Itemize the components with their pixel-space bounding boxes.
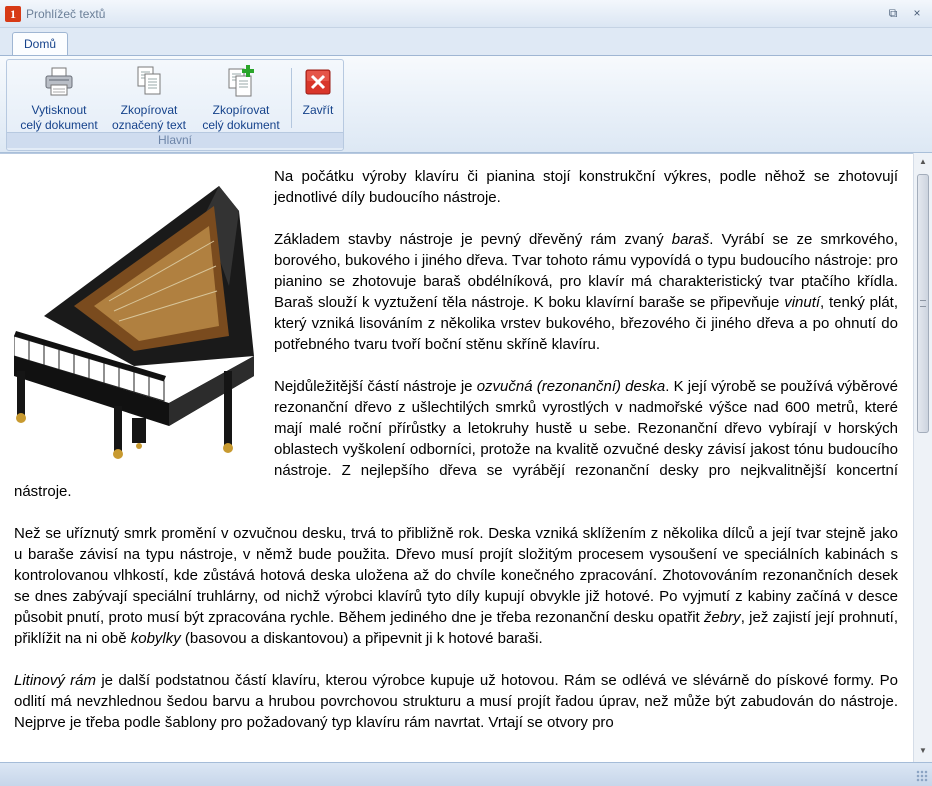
paragraph-5: Litinový rám je další podstatnou částí klavíru, kterou výrobce kupuje už hotovou. Rám se odlévá ve slévárně do pískové formy. Po odlití má nevzhlednou šedou barvu a hrubou povrchovou strukturu a musí projít řadou úprav, než může být zabudován do nástroje. Nejprve je třeba podle šablony pro požadovaný typ klavíru rám navrtat. Vrtají se otvory pro <box>14 672 898 731</box>
grand-piano-image <box>14 166 264 470</box>
scroll-up-icon[interactable]: ▲ <box>919 157 927 166</box>
close-window-button[interactable]: × <box>913 6 921 20</box>
copy-document-line2: celý dokument <box>202 118 280 132</box>
printer-icon <box>43 64 75 98</box>
tab-home[interactable]: Domů <box>12 32 68 56</box>
status-bar <box>0 762 932 786</box>
ribbon-group-main <box>6 59 344 151</box>
paragraph-3: Nejdůležitější částí nástroje je ozvučná (rezonanční) deska. K její výrobě se používá výběrové rezonanční dřevo z ušlechtilých smrků vyrostlých v nadmořské výšce nad 600 metrů, které mají malé roční přírůstky a letokruhy hustě u sebe. Rezonanční dřevo vybírají v horských oblastech vyškolení odborníci, protože na kvalitě ozvučné desky závisí jakost tónu budoucího nástroje. Z nejlepšího dřeva se vyrábějí rezonanční desky pro nejkvalitnější koncertní nástroje. <box>14 378 898 500</box>
resize-grip-icon[interactable] <box>916 770 928 782</box>
print-document-button[interactable] <box>15 64 103 133</box>
ribbon-separator <box>291 68 292 128</box>
scroll-down-icon[interactable]: ▼ <box>919 746 927 755</box>
print-line2: celý dokument <box>20 118 98 132</box>
title-bar <box>0 0 932 28</box>
close-icon <box>302 64 334 98</box>
app-logo-icon: 1 <box>5 6 21 22</box>
copy-icon <box>133 64 165 98</box>
window-title: Prohlížeč textů <box>26 7 106 21</box>
copy-selection-line2: označený text <box>111 118 187 132</box>
print-line1: Vytisknout <box>31 103 87 117</box>
group-label: Hlavní <box>7 132 343 148</box>
copy-add-icon <box>225 64 257 98</box>
ribbon-tab-strip <box>0 28 932 56</box>
document-text <box>0 154 913 733</box>
copy-document-button[interactable] <box>195 64 287 133</box>
copy-document-line1: Zkopírovat <box>212 103 270 117</box>
ribbon <box>0 55 932 153</box>
copy-selection-line1: Zkopírovat <box>120 103 178 117</box>
document-viewer[interactable] <box>0 153 913 762</box>
grip-icon <box>920 300 926 307</box>
copy-selection-button[interactable] <box>105 64 193 133</box>
paragraph-2: Základem stavby nástroje je pevný dřevěný rám zvaný baraš. Vyrábí se ze smrkového, borového, bukového i jiného dřeva. Tvar tohoto rámu vypovídá o typu budoucího nástroje: pro pianino se zhotovuje baraš obdélníková, pro klavír má charakteristický tvar ptačího křídla. Baraš slouží k vyztužení těla nástroje. K boku klavírní baraše se připevňuje vinutí, tenký plát, který vzniká lisováním z několika vrstev bukového, březového či jiného dřeva a po ohnutí do potřebného tvaru tvoří boční stěnu skříně klavíru. <box>274 231 898 353</box>
paragraph-1: Na počátku výroby klavíru či pianina stojí konstrukční výkres, podle něhož se zhotovují jednotlivé díly budoucího nástroje. <box>274 168 898 206</box>
scroll-thumb[interactable] <box>917 174 929 433</box>
close-button[interactable] <box>297 64 339 118</box>
vertical-scrollbar[interactable] <box>913 153 932 762</box>
close-label: Zavřít <box>302 103 334 117</box>
paragraph-4: Než se uříznutý smrk promění v ozvučnou desku, trvá to přibližně rok. Deska vzniká sklížením z několika dílců a její tvar stejně jako u baraše závisí na typu nástroje, v němž bude použita. Dřevo musí projít složitým procesem vysoušení ve speciálních kabinách s kontrolovanou vlhkostí, kde zůstává hotová deska uložena až do chvíle konečného zpracování. Zhotovováním rezonančních desek se dnes zabývají speciální truhlárny, od nichž výrobci klavírů tyto díly kupují obvykle již hotové. Po vyjmutí z kabiny začíná v desce působit pnutí, proto musí být zpracována rychle. Během jediného dne je třeba rezonanční desku opatřit žebry, jež zajistí její prohnutí, přiklížit na ni obě kobylky (basovou a diskantovou) a připevnit ji k hotové baraši. <box>14 525 898 647</box>
maximize-button[interactable]: ⧉ <box>888 6 898 20</box>
